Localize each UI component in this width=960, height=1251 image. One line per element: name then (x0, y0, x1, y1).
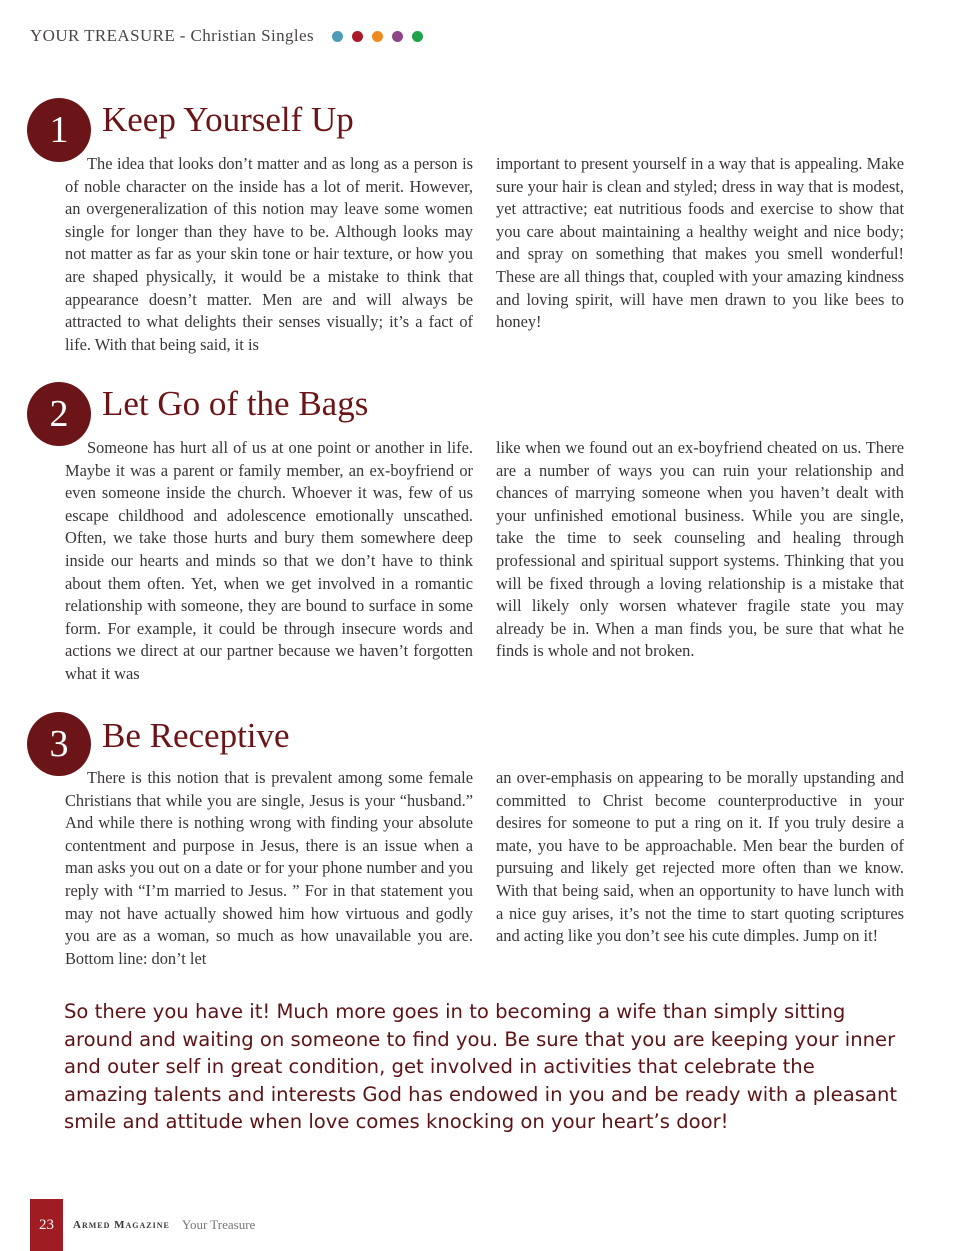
section-title: Keep Yourself Up (102, 100, 354, 139)
section-title: Be Receptive (102, 716, 290, 755)
page-footer (30, 1199, 330, 1251)
section-right-column: like when we found out an ex-boyfriend cheated on us. There are a number of ways you can ruin your relationship and chances of marrying someone when you haven’t dealt with your unfinished emotional business. While you are single, take the time to seek counseling and healing through professional and spiritual support systems. Thinking that you will be fixed through a loving relationship is a mistake that will likely only worsen whatever fragile state you may already be in. When a man finds you, be sure that what he finds is whole and not broken. (496, 438, 904, 661)
dot-orange (372, 31, 383, 42)
dot-green (412, 31, 423, 42)
header-title: YOUR TREASURE - Christian Singles (30, 26, 314, 45)
magazine-name: Armed Magazine (73, 1219, 170, 1231)
footer-section-name: Your Treasure (181, 1217, 256, 1232)
dot-blue (332, 31, 343, 42)
section-title: Let Go of the Bags (102, 384, 369, 423)
section-number-badge: 1 (27, 98, 91, 162)
section-number-badge: 3 (27, 712, 91, 776)
section-left-column: The idea that looks don’t matter and as long as a person is of noble character on the inside has a lot of merit. However, an overgeneralization of this notion may leave some women single for longer than they have to be. Although looks may not matter as far as your skin tone or hair texture, or how you are shaped physically, it would be a mistake to think that appearance doesn’t matter. Men are and will always be attracted to what delights their senses visually; it’s a fact of life. With that being said, it is (65, 154, 473, 354)
section-left-column: Someone has hurt all of us at one point or another in life. Maybe it was a parent or family member, an ex-boyfriend or even someone inside the church. Whoever it was, few of us escape childhood and adolescence emotionally unscathed. Often, we take those hurts and bury them somewhere deep inside our hearts and minds so that we don’t have to think about them often. Yet, when we get involved in a romantic relationship with someone, they are bound to surface in some form. For example, it could be through insecure words and actions we direct at our partner because we haven’t forgotten what it was (65, 438, 473, 683)
section-right-column: important to present yourself in a way that is appealing. Make sure your hair is clean and styled; dress in way that is modest, yet attractive; eat nutritious foods and exercise to show that you care about maintaining a healthy weight and nice body; and spray on something that makes you smell wonderful! These are all things that, coupled with your amazing kindness and loving spirit, will have men drawn to you like bees to honey! (496, 154, 904, 332)
dot-red (352, 31, 363, 42)
page-number: 23 (30, 1199, 63, 1251)
closing-paragraph: So there you have it! Much more goes in to becoming a wife than simply sitting around and waiting on someone to find you. Be sure that you are keeping your inner and outer self in great condition, get involved in activities that celebrate the amazing talents and interests God has endowed in you and be ready with a pleasant smile and attitude when love comes knocking on your heart’s door! (64, 1000, 898, 1133)
section-right-column: an over-emphasis on appearing to be morally upstanding and committed to Christ become counterproductive in your desires for someone to put a ring on it. If you truly desire a mate, you have to be approachable. Men bear the burden of pursuing and likely get rejected more often than we know. With that being said, when an opportunity to have lunch with a nice guy arises, it’s not the time to start quoting scriptures and acting like you don’t see his cute dimples. Jump on it! (496, 768, 904, 946)
section-left-column: There is this notion that is prevalent among some female Christians that while you are single, Jesus is your “husband.” And while there is nothing wrong with finding your absolute contentment and purpose in Jesus, there is an issue when a man asks you out on a date or for your phone number and you reply with “I’m married to Jesus. ” For in that statement you may not have actually showed him how virtuous and godly you are as a woman, so much as how unavailable you are. Bottom line: don’t let (65, 768, 473, 968)
running-header (30, 24, 423, 48)
color-dots (332, 31, 423, 42)
section-number-badge: 2 (27, 382, 91, 446)
dot-purple (392, 31, 403, 42)
